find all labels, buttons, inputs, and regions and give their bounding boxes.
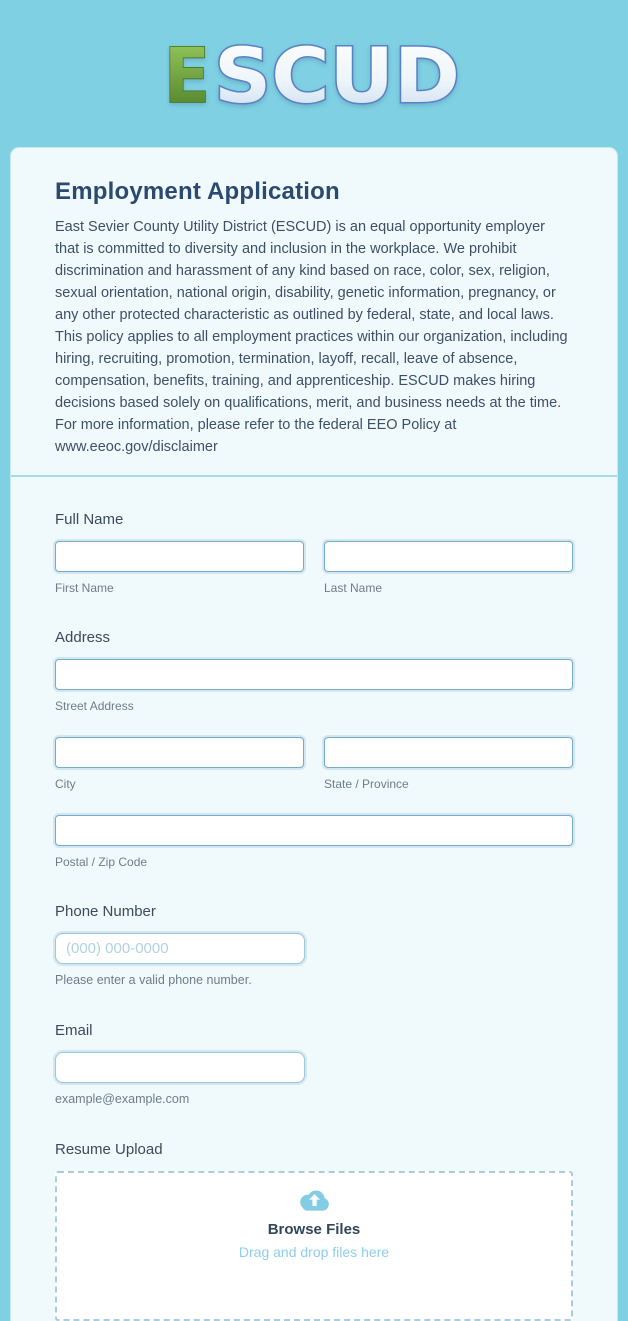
postal-block: [55, 815, 573, 869]
city-input[interactable]: [55, 737, 304, 768]
page-title: Employment Application: [55, 178, 340, 205]
last-name-col: [324, 541, 573, 595]
address-label: Address: [55, 629, 111, 646]
intro-paragraph: East Sevier County Utility District (ESCUD) is an equal opportunity employer that is committed to diversity and inclusion in the workplace. We prohibit discrimination and harassment of any kind based on race, color, sex, religion, sexual orientation, national origin, disability, genetic information, pregnancy, or any other protected characteristic as outlined by federal, state, and local laws. This policy applies to all employment practices within our organization, including hiring, recruiting, promotion, termination, layoff, recall, leave of absence, compensation, benefits, training, and apprenticeship. ESCUD makes hiring decisions based solely on qualifications, merit, and business needs at the time. For more information, please refer to the federal EEO Policy at www.eeoc.gov/disclaimer: [55, 219, 568, 455]
city-col: [55, 737, 304, 791]
first-name-col: [55, 541, 304, 595]
form-body: [11, 477, 617, 1321]
state-sublabel: State / Province: [324, 777, 409, 791]
resume-upload-label: Resume Upload: [55, 1141, 163, 1158]
field-group-resume-upload: [55, 1141, 573, 1321]
logo-letters-scud: SCUD: [214, 31, 460, 120]
first-name-input[interactable]: [55, 541, 304, 572]
state-input[interactable]: [324, 737, 573, 768]
street-address-input[interactable]: [55, 659, 573, 690]
logo-letter-e: E: [164, 31, 210, 120]
postal-code-input[interactable]: [55, 815, 573, 846]
first-name-sublabel: First Name: [55, 581, 114, 595]
phone-hint: Please enter a valid phone number.: [55, 973, 252, 987]
city-state-row: [55, 737, 573, 791]
email-hint: example@example.com: [55, 1092, 190, 1106]
last-name-input[interactable]: [324, 541, 573, 572]
email-label: Email: [55, 1022, 93, 1039]
browse-files-button[interactable]: Browse Files: [267, 1221, 361, 1238]
field-group-email: [55, 1022, 573, 1107]
resume-dropzone[interactable]: [55, 1171, 573, 1321]
street-address-block: [55, 659, 573, 713]
last-name-sublabel: Last Name: [324, 581, 383, 595]
form-card: [11, 148, 617, 1321]
phone-label: Phone Number: [55, 903, 156, 920]
logo-bar: [0, 0, 628, 148]
escud-logo: [162, 31, 466, 120]
city-sublabel: City: [55, 777, 76, 791]
full-name-label: Full Name: [55, 511, 124, 528]
field-group-full-name: [55, 511, 573, 595]
cloud-upload-icon: [296, 1187, 332, 1213]
postal-code-sublabel: Postal / Zip Code: [55, 855, 148, 869]
form-header: [11, 148, 617, 475]
drag-drop-text: Drag and drop files here: [238, 1244, 390, 1260]
email-input[interactable]: [55, 1052, 305, 1083]
state-col: [324, 737, 573, 791]
field-group-address: [55, 629, 573, 869]
full-name-row: [55, 541, 573, 595]
phone-input[interactable]: [55, 933, 305, 964]
street-address-sublabel: Street Address: [55, 699, 134, 713]
field-group-phone: [55, 903, 573, 988]
